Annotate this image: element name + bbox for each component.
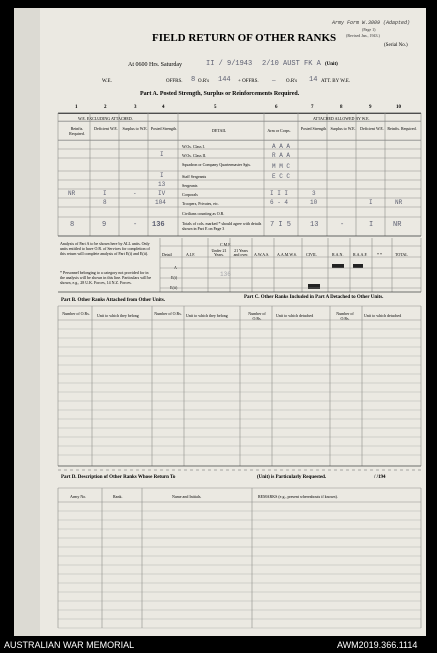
ors-att-label: O.R's <box>286 79 298 84</box>
analysis-aif-value: 136 <box>220 271 231 278</box>
deficient-right-total: I <box>369 221 374 229</box>
form-reference: Army Form W.3009 (Adapted) <box>332 20 411 26</box>
d-head-name: Name and Initials. <box>172 494 202 499</box>
c-head-number-2: Number of O.Rs. <box>336 311 354 321</box>
deficient-left-r6: I <box>103 190 107 197</box>
posted-right-total: 13 <box>310 221 319 229</box>
analysis-head-aamws: A.A.M.W.S. <box>277 252 297 257</box>
detail-row-9: Totals of cols. marked * should agree with details shown in Part E on Page 3 <box>182 221 262 231</box>
part-d-heading: Part D. Description of Other Ranks Whose Return To <box>61 475 176 480</box>
col-num-7: 7 <box>311 105 314 110</box>
col-num-2: 2 <box>104 105 107 110</box>
form-revised: (Revised Jan., 1943.) <box>346 33 380 38</box>
detail-row-4: Staff Sergeants <box>182 174 207 179</box>
return-date: II / 9/1943 <box>206 60 253 68</box>
offrs-att-count: — <box>272 77 276 84</box>
part-b-heading: Part B. Other Ranks Attached from Other Units. <box>61 298 166 303</box>
col-num-5: 5 <box>214 105 217 110</box>
head-deficient-right: Deficient W.E. <box>360 126 384 131</box>
head-surplus-right: Surplus to W.E. <box>330 126 356 131</box>
c-head-unit-1: Unit to which detached <box>276 313 314 318</box>
b-head-number-2: Number of O.Rs. <box>154 311 182 316</box>
col-num-9: 9 <box>369 105 372 110</box>
c-head-unit-2: Unit to which detached <box>364 313 402 318</box>
analysis-head-21over: 21 Years and over. <box>233 248 249 257</box>
form-title: FIELD RETURN OF OTHER RANKS <box>152 32 337 44</box>
offrs-count: 8 <box>191 76 196 84</box>
posted-left-r4: I <box>160 172 164 179</box>
analysis-head-detail: Detail <box>162 252 172 257</box>
b-head-number-1: Number of O.Rs. <box>62 311 90 316</box>
head-arm-corps: Arm or Corps. <box>267 128 291 133</box>
analysis-head-under21: Under 21 Years. <box>211 248 227 257</box>
detail-row-6: Corporals <box>182 192 198 197</box>
d-head-army-no: Army No. <box>70 494 87 499</box>
form-page-number: (Page 1) <box>362 27 376 32</box>
we-excluding-attached: W.E. EXCLUDING ATTACHED. <box>78 116 133 121</box>
col-num-10: 10 <box>396 105 401 110</box>
col-num-1: 1 <box>75 105 78 110</box>
surplus-right-total: - <box>340 221 345 229</box>
posted-left-r2: I <box>160 151 164 158</box>
head-reinfts-left: Reinfts. Required. <box>69 126 85 136</box>
head-posted-left: Posted Strength. <box>150 126 178 131</box>
analysis-head-aif: A.I.F. <box>186 252 196 257</box>
arm-corps-r3: M M C <box>272 163 291 170</box>
serial-label: (Serial No.) <box>384 43 408 48</box>
analysis-head-total: TOTAL <box>395 252 408 257</box>
part-d-unit-text: (Unit) is Particularly Requested. <box>257 475 327 480</box>
analysis-head-civil: CIVIL <box>306 252 317 257</box>
head-deficient-left: Deficient W.E. <box>94 126 118 131</box>
col-num-3: 3 <box>134 105 137 110</box>
analysis-head-awas: A.W.A.S. <box>254 252 270 257</box>
unit-suffix: (Unit) <box>325 62 338 67</box>
part-a-heading: Part A. Posted Strength, Surplus or Reinforcements Required. <box>140 91 300 97</box>
detail-row-7: Troopers, Privates, etc. <box>182 201 219 206</box>
surplus-left-r6: - <box>133 190 137 197</box>
head-reinfts-right: Reinfts. Required. <box>387 126 417 131</box>
head-surplus-left: Surplus to W.E. <box>122 126 148 131</box>
reinfts-right-r7: NR <box>395 199 403 206</box>
c-head-number-1: Number of O.Rs. <box>248 311 266 321</box>
footer-accession: AWM2019.366.1114 <box>337 640 418 650</box>
plus-offrs-label: + OFFRS. <box>238 79 259 84</box>
detail-heading: DETAIL <box>212 128 227 133</box>
unit-name: 2/10 AUST FK A <box>262 60 321 68</box>
arm-corps-r2: R A A <box>272 152 291 159</box>
d-head-remarks: REMARKS (e.g., present whereabouts if known). <box>258 494 338 499</box>
analysis-note-2: * Personnel belonging to a category not provided for in the analysis will be shown in this line. Particulars will be shown, e.g., 28 U.K. Forces, 14 N.Z. Forces. <box>60 270 152 285</box>
b-head-unit-1: Unit to which they belong <box>97 313 139 318</box>
arm-corps-r4: E C C <box>272 173 291 180</box>
arm-corps-total: 7 I 5 <box>270 221 292 229</box>
deficient-left-r7: 8 <box>103 199 107 206</box>
analysis-row-eii: E(ii) <box>170 285 178 290</box>
head-posted-right: Posted Strength. <box>300 126 328 131</box>
reinfts-left-r6: NR <box>68 190 76 197</box>
analysis-head-raaf: R.A.A.F. <box>353 252 368 257</box>
col-num-4: 4 <box>162 105 165 110</box>
form-grid-lines <box>40 8 426 636</box>
detail-row-5: Sergeants <box>182 183 198 188</box>
ors-label: O.R's <box>198 79 210 84</box>
arm-corps-r6: I I I <box>270 190 289 197</box>
attached-allowed: ATTACHED ALLOWED BY W.E. <box>313 116 370 121</box>
deficient-left-total: 9 <box>102 221 107 229</box>
att-count: 14 <box>309 76 318 84</box>
form-page <box>40 8 426 636</box>
detail-row-3: Squadron or Company Quartermaster Sgts. <box>182 162 251 167</box>
posted-left-r5: 13 <box>158 181 166 188</box>
ors-count: 144 <box>218 76 231 84</box>
detail-row-1: W.Os. Class I. <box>182 144 205 149</box>
detail-row-2: W.Os. Class II. <box>182 153 207 158</box>
offrs-label: OFFRS. <box>166 79 183 84</box>
analysis-head-ran: R.A.N. <box>332 252 344 257</box>
detail-row-8: Civilians counting as O.R. <box>182 211 225 216</box>
att-label: ATT. BY W.E. <box>321 79 351 84</box>
posted-left-r7: 104 <box>155 199 166 206</box>
surplus-left-total: - <box>133 221 138 229</box>
cmf-label: C.M.F. <box>220 242 232 247</box>
deficient-right-r7: I <box>369 199 373 206</box>
analysis-row-ei: E(i) <box>171 275 178 280</box>
d-head-rank: Rank. <box>113 494 123 499</box>
col-num-8: 8 <box>340 105 343 110</box>
we-label: W.E. <box>102 79 112 84</box>
posted-left-r6: IV <box>158 190 166 197</box>
posted-right-r6: 3 <box>312 190 316 197</box>
posted-right-r7: 10 <box>310 199 318 206</box>
reinfts-right-total: NR <box>393 221 402 229</box>
posted-left-total: 136 <box>152 221 165 229</box>
part-d-date: / /194 <box>374 475 386 480</box>
time-prefix: At 0600 Hrs. Saturday <box>128 62 182 68</box>
b-head-unit-2: Unit to which they belong <box>186 313 228 318</box>
arm-corps-r1: A A A <box>272 143 291 150</box>
analysis-row-a: A <box>174 265 177 270</box>
col-num-6: 6 <box>275 105 278 110</box>
arm-corps-r7: 6 - 4 <box>270 199 289 206</box>
part-c-heading: Part C. Other Ranks Included in Part A Detached to Other Units. <box>244 295 384 300</box>
footer-credit: AUSTRALIAN WAR MEMORIAL <box>4 640 135 650</box>
analysis-head-other: * * <box>377 252 382 257</box>
reinfts-left-total: 8 <box>70 221 75 229</box>
analysis-note: Analysis of Part A to be shown here by ALL units. Only units entitled to have O.R. of Services for completion of this return will complete analysis of Part E(i) and E(ii). <box>60 241 150 256</box>
